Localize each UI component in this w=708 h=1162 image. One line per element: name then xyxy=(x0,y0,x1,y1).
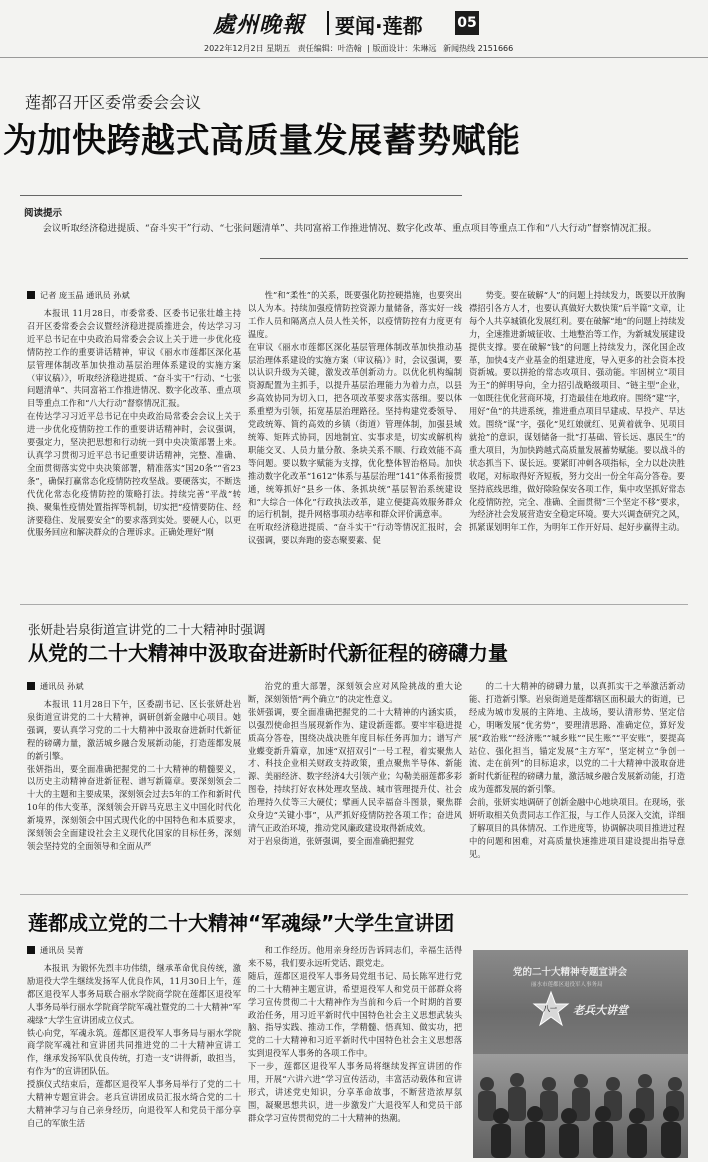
masthead xyxy=(0,0,708,60)
article1-headline: 为加快跨越式高质量发展蓄势赋能 xyxy=(3,121,521,161)
article1-col-2: 性”和“柔性”的关系，既要强化防控硬措施，也要突出以人为本。持续加强疫情防控资源力量储备，落实好一线工作人员和隔离点人员人性关怀，以疫情防控有力度更有温度。 在审议《丽水市莲都区深化基层管理体制改革加快推动基层治理体系建设的实施方案（审议稿）》时，会议强调，要以认识升级为关键，激发改革创新动力。以优化机构编制资源配置为主抓手，以提升基层治理能力为着力点，以县乡高效协同为切入口，把各项改革要求落实落细。要以体系重塑为引领，拓宽基层治理路径。坚持构建党委领导、党政统筹、简约高效的乡镇（街道）管理体制，加强县域统筹、矩阵式协同，因地制宜、实事求是，切实或解机构职能交叉、人员力量分散、条块关系不顺、行政效能不高等问题。要以数字赋能为支撑，优化整体智治格局。加快推动数字化改革“1612”体系与基层治理“141”体系衔接贯通，统筹抓好“县乡一体、条抓块统”基层智治系统建设和“大综合一体化”行政执法改革，建立便捷高效服务群众的运行机制，提升网格事项办结率和群众评价满意率。 在听取经济稳进提质、“奋斗实干”行动等情况汇报时，会议强调，要以奔跑的姿态聚要素、促 xyxy=(248,290,462,546)
photo-banner-text: 党的二十大精神专题宣讲会 xyxy=(513,967,628,978)
article3-byline: 通讯员 吴菁 xyxy=(27,944,241,956)
article2-kicker: 张妍赴岩泉街道宣讲党的二十大精神时强调 xyxy=(28,622,266,637)
summary-label: 阅读提示 xyxy=(24,208,63,219)
emblem-number: 八一 xyxy=(543,1005,557,1013)
byline-square-icon xyxy=(27,291,35,299)
event-photo xyxy=(473,950,688,1158)
article2-col-3: 的二十大精神的磅礴力量，以真抓实干之举激活新动能、打造新引擎。岩泉街道是莲都辖区面积最大的街道，已经成为城市发展的主阵地、主战场，要认清形势、坚定信心，明晰发展“优劣势”，要理清思路、准确定位，算好发展“政治账”“经济账”“城乡账”“民生账”“平安账”，要提高站位、强化担当，锚定发展“主方军”，坚定树立“争创一流、走在前列”的目标追求，以党的二十大精神中汲取奋进新时代新征程的磅礴力量，激活城乡融合发展新动能，打造成为莲都发展的新引擎。 会前，张妍实地调研了创新金融中心地块项目。在现场，张妍听取相关负责同志工作汇报，与工作人员深入交流，详细了解项目的具体情况、工作进度等，协调解决项目推进过程中的问题和困难，对高质量快速推进项目建设提出指导意见。 xyxy=(469,681,685,859)
page-number: 05 xyxy=(457,15,477,31)
article2-col-1 xyxy=(27,680,241,885)
byline-square-icon xyxy=(27,946,35,954)
article2-byline: 通讯员 孙斌 xyxy=(27,680,241,692)
article1-col-1 xyxy=(27,289,241,589)
article1-byline: 记者 庞玉晶 通讯员 孙斌 xyxy=(27,289,241,301)
masthead-divider xyxy=(327,11,329,35)
summary-rule-top xyxy=(20,195,462,196)
article1-col-3: 势变。要在破解“人”的问题上持续发力，既要以开放胸襟招引各方人才，也要认真做好大数快策”后半篇”文章，让每个人共享城镇化发展红利。要在破解“地”的问题上持续发力，全速推进新城征收、土地整治等工作，为新城发展建设提供支撑。要在破解“钱”的问题上持续发力，深化国企改革，加快4支产业基金的组建进度，导入更多的社会资本投资新城。要以拼抢的常态攻项目、强动能。牢固树立“项目为王”的鲜明导向，全力招引战略级项目、“链主型”企业，一如既往优化营商环境，打造最佳在地政府。围绕“建”字，用好“鱼”的共进系统，推进重点项目早建成、早投产、早达效。围绕“谋”字，强化“见红娘就红、见黄着就争、见项目就抢”的意识，谋划储备一批“打基础、管长远、惠民生”的重大项目，为加快跨越式高质量发展蓄势赋能。要以战斗的状态抓当下、谋长远。要紧盯冲刺各项指标，全力以赴决胜收尾，对标取得好齐短板，努力交出一份全年高分答卷。要坚持底线思维，做好除险保安各项工作，集中攻坚抓好常态化疫情防控，完全、准确、全面贯彻“三个坚定不移”要求，为经济社会发展营造安全稳定环境。要大兴调查研究之风，抓紧谋划明年工作，为明年工作开好局、起好步赢得主动。 xyxy=(469,290,685,533)
page-number-badge xyxy=(455,11,479,35)
article3-col-1 xyxy=(27,944,241,1159)
article2-col-1-text: 本报讯 11月28日下午，区委副书记、区长张妍赴岩泉街道宣讲党的二十大精神，调研创新金融中心项目。她强调，要认真学习党的二十大精神中汲取奋进新时代新征程的磅礴力量，激活城乡融合发展新动能，打造莲都发展的新引擎。 张妍指出，要全面准确把握党的二十大精神的精髓要义，以历史主动精神奋进新征程、谱写新篇章。要深刻领会二十大的主题和主要成果，深刻领会过去5年的工作和新时代10年的伟大变革，深刻领会开辟马克思主义中国化时代化新境界，深刻领会中国式现代化的中国特色和本质要求，深刻领会全面建设社会主义现代化国家的目标任务，深刻领会坚持党的全面领导和全面从严 xyxy=(27,699,241,851)
summary-box xyxy=(20,195,688,260)
photo-stage-text: 老兵大讲堂 xyxy=(573,1004,628,1017)
editor: 责任编辑：叶浩翰 xyxy=(297,44,362,53)
divider-1 xyxy=(20,604,688,605)
paper-name: 處州晚報 xyxy=(213,12,306,38)
masthead-rule xyxy=(0,57,708,58)
article3-col-1-text: 本报讯 为锻怀先烈丰功伟绩，继承革命优良传统，激励退役大学生继续发扬军人优良作风，11月30日上午，莲都区退役军人事务局联合丽水学院商学院在莲都区退役军人事务局举行丽水学院商学院军魂社暨党的二十大精神“军魂绿”大学生宣讲团成立仪式。 铁心向党，军魂永筑。莲都区退役军人事务局与丽水学院商学院军魂社和宣讲团共同推进党的二十大精神宣讲工作，继承发扬军队优良传统，打造一支“讲得新，敢担当，有作为”的宣讲团队伍。 授旗仪式结束后，莲都区退役军人事务局举行了党的二十大精神专题宣讲会。老兵宣讲团成员汇报水绮合党的二十大精神学习与自己亲身经历，向退役军人和党员干部分享自己的军旅生活 xyxy=(27,963,241,1128)
masthead-info: 2022年12月2日 星期五 责任编辑：叶浩翰 | 版面设计：朱琳远 新闻热线 2151666 xyxy=(204,44,514,53)
article1-col-1-text: 本报讯 11月28日，市委常委、区委书记张壮雄主持召开区委常委会会议暨经济稳进提质推进会，传达学习习近平总书记在中央政治局常委会会议上关于进一步优化疫情防控工作的重要讲话精神，审议《丽水市莲都区深化基层管理体制改革加快推动基层治理体系建设的实施方案（审议稿）》，听取经济稳进提质、“奋斗实干”行动、“七张问题清单”、共同富裕工作推进情况、数字化改革、重点项目等重点工作和“八大行动”督察情况汇报。 在传达学习习近平总书记在中央政治局常委会会议上关于进一步优化疫情防控工作的重要讲话精神时，会议强调，要强定力，坚决把思想和行动统一到中央决策部署上来。认真学习贯彻习近平总书记重要讲话精神，完整、准确、全面贯彻落实党中央决策部署，精准落实“国20条”“省23条”，确保打赢常态化疫情防控攻坚战。要硬落实，不断迭代优化常态化疫情防控的策略打法。持续完善“平战”转换、聚集性疫情处置指挥等机制，切实把“疫情要防住、经济要稳住、发展要安全”的要求落到实处。要硬人心，以更优服务回应和解决群众的合理诉求。正确处理好“刚 xyxy=(27,308,241,538)
designer: 版面设计：朱琳远 xyxy=(372,44,437,53)
section-name: 要闻·莲都 xyxy=(335,14,423,38)
article2-headline: 从党的二十大精神中汲取奋进新时代新征程的磅礴力量 xyxy=(28,641,508,665)
byline-square-icon xyxy=(27,682,35,690)
dateline: 2022年12月2日 星期五 xyxy=(204,44,291,53)
article3-headline: 莲都成立党的二十大精神“军魂绿”大学生宣讲团 xyxy=(28,911,455,935)
divider-2 xyxy=(20,894,688,895)
audience-silhouettes xyxy=(473,1054,688,1158)
summary-rule-bottom xyxy=(260,258,688,259)
article3-col-2: 和工作经历。他用亲身经历告诉同志们，幸福生活得来不易，我们要永远听党话、跟党走。 随后，莲都区退役军人事务局党组书记、局长陈军进行党的二十大精神主题宣讲，希望退役军人和党员干部群众将学习宣传贯彻二十大精神作为当前和今后一个时期的首要政治任务，用习近平新时代中国特色社会主义思想武装头脑、指导实践、推动工作，学精髓、悟真知、做实功，把党的二十大精神和习近平新时代中国特色社会主义思想落实到退役军人事务的各项工作中。 下一步，莲都区退役军人事务局将继续发挥宣讲团的作用，开展“六讲六进”学习宣传活动，丰富活动载体和宣讲形式，讲述党史知识，分享革命故事，不断营造浓厚氛围，凝聚思想共识，进一步激发广大退役军人和党员干部群众学习宣传贯彻党的二十大精神的热潮。 xyxy=(248,945,462,1123)
hotline: 新闻热线 2151666 xyxy=(443,44,514,53)
summary-text: 会议听取经济稳进提质、“奋斗实干”行动、“七张问题清单”、共同富裕工作推进情况、数字化改革、重点项目等重点工作和“八大行动”督察情况汇报。 xyxy=(42,223,657,234)
photo-banner-subtext: 丽水市莲都区退役军人事务局 xyxy=(531,982,603,988)
article1-kicker: 莲都召开区委常委会会议 xyxy=(25,93,202,112)
article2-col-2: 治党的重大部署，深刻领会应对风险挑战的重大论断，深刻领悟“两个确立”的决定性意义。 张妍强调，要全面准确把握党的二十大精神的内涵实质，以强烈使命担当展现新作为、建设新莲都。要牢牢稳进提质高分答卷，围绕决战决胜年度目标任务再加力；谱写产业蝶变新升篇章，加速“双招双引”一号工程，着实聚焦人才、科技企业相关财政支持政策，重点聚焦半导体、新能源、美丽经济、数字经济4大引领产业；勾勒美丽莲都多彩图卷，持续打好农林处理攻坚战、城市管理提升仗、社会治理持久仗等三大硬仗；擘画人民幸福奋斗图景，聚焦群众身边“关键小事”，从严抓好疫情防控各项工作；奋进风清气正政治环境，推动党风廉政建设取得新成效。 对于岩泉街道，张妍强调，要全面准确把握党 xyxy=(248,681,462,846)
